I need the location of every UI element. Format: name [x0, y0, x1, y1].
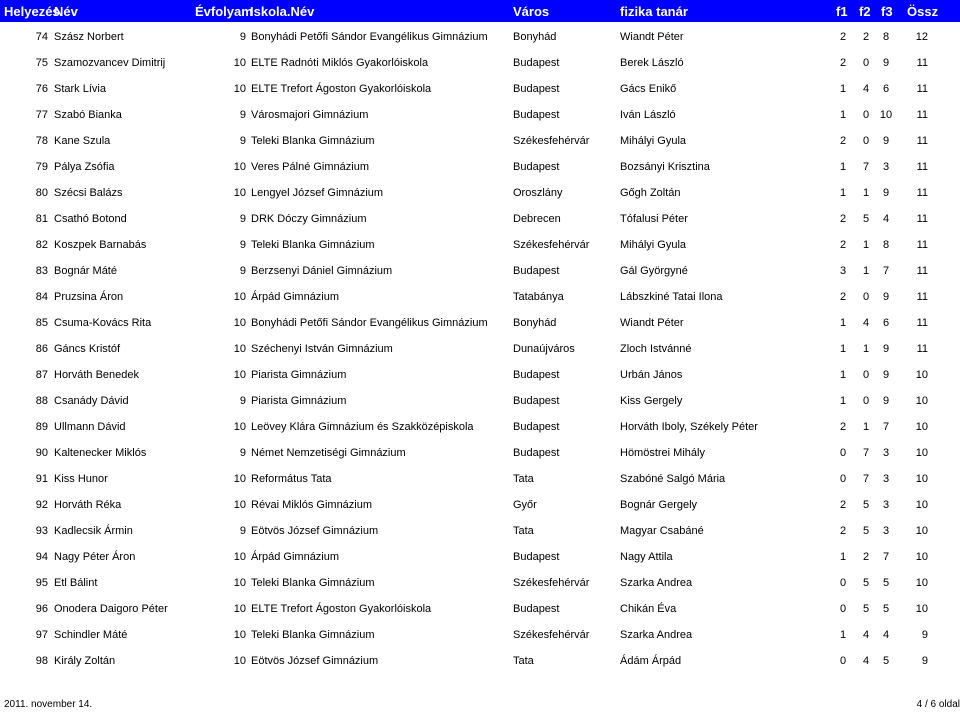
cell-school: Piarista Gimnázium [251, 395, 347, 407]
cell-f2: 5 [862, 577, 870, 589]
cell-f1: 0 [839, 603, 847, 615]
header-ossz: Össz [907, 4, 939, 19]
cell-teacher: Szabóné Salgó Mária [620, 473, 726, 485]
cell-school: Eötvös József Gimnázium [251, 525, 379, 537]
cell-teacher: Chikán Éva [620, 603, 677, 615]
cell-name: Kaltenecker Miklós [54, 447, 147, 459]
cell-total: 10 [915, 473, 928, 485]
table-row [0, 471, 960, 489]
cell-f3: 3 [882, 447, 890, 459]
cell-f2: 0 [862, 109, 870, 121]
cell-f2: 5 [862, 525, 870, 537]
cell-name: Stark Lívia [54, 83, 106, 95]
cell-total: 10 [915, 447, 928, 459]
cell-f1: 2 [839, 239, 847, 251]
cell-teacher: Szarka Andrea [620, 629, 693, 641]
cell-city: Budapest [513, 369, 560, 381]
table-row [0, 315, 960, 333]
cell-f1: 2 [839, 525, 847, 537]
cell-school: Széchenyi István Gimnázium [251, 343, 393, 355]
cell-city: Bonyhád [513, 317, 557, 329]
cell-name: Csanády Dávid [54, 395, 129, 407]
cell-rank: 77 [35, 109, 48, 121]
header-helyezes: Helyezés [4, 4, 60, 19]
cell-grade: 9 [239, 265, 246, 277]
cell-f2: 2 [862, 551, 870, 563]
table-row [0, 133, 960, 151]
header-varos: Város [513, 4, 550, 19]
footer-date: 2011. november 14. [4, 699, 93, 710]
cell-school: Berzsenyi Dániel Gimnázium [251, 265, 393, 277]
table-row [0, 81, 960, 99]
cell-rank: 97 [35, 629, 48, 641]
cell-school: Bonyhádi Petőfi Sándor Evangélikus Gimnázium [251, 317, 488, 329]
cell-total: 10 [915, 525, 928, 537]
cell-f3: 9 [882, 369, 890, 381]
cell-name: Gáncs Kristóf [54, 343, 121, 355]
cell-f2: 0 [862, 57, 870, 69]
cell-grade: 10 [233, 291, 246, 303]
cell-total: 10 [915, 551, 928, 563]
cell-rank: 82 [35, 239, 48, 251]
page-footer [0, 698, 960, 712]
table-row [0, 575, 960, 593]
cell-school: Veres Pálné Gimnázium [251, 161, 369, 173]
table-row [0, 55, 960, 73]
cell-f1: 1 [839, 83, 847, 95]
cell-teacher: Tófalusi Péter [620, 213, 688, 225]
cell-city: Budapest [513, 265, 560, 277]
table-row [0, 29, 960, 47]
cell-rank: 80 [35, 187, 48, 199]
cell-name: Kane Szula [54, 135, 111, 147]
table-row [0, 497, 960, 515]
header-nev: Név [54, 4, 78, 19]
cell-school: Árpád Gimnázium [251, 551, 340, 563]
cell-teacher: Nagy Attila [620, 551, 673, 563]
cell-f1: 1 [839, 551, 847, 563]
cell-grade: 10 [233, 421, 246, 433]
cell-total: 10 [915, 577, 928, 589]
cell-name: Horváth Réka [54, 499, 122, 511]
cell-grade: 9 [239, 109, 246, 121]
cell-school: DRK Dóczy Gimnázium [251, 213, 367, 225]
table-row [0, 237, 960, 255]
cell-total: 10 [915, 369, 928, 381]
cell-grade: 9 [239, 395, 246, 407]
cell-f3: 7 [882, 265, 890, 277]
cell-f2: 1 [862, 421, 870, 433]
header-f2: f2 [859, 4, 871, 19]
cell-total: 10 [915, 395, 928, 407]
cell-grade: 9 [239, 135, 246, 147]
table-row [0, 445, 960, 463]
cell-f1: 1 [839, 109, 847, 121]
table-header [0, 0, 960, 22]
cell-teacher: Lábszkiné Tatai Ilona [620, 291, 723, 303]
cell-teacher: Zloch Istvánné [620, 343, 692, 355]
cell-f3: 10 [879, 109, 893, 121]
cell-teacher: Wiandt Péter [620, 317, 684, 329]
cell-city: Győr [513, 499, 537, 511]
cell-f3: 9 [882, 291, 890, 303]
cell-city: Székesfehérvár [513, 135, 590, 147]
cell-grade: 9 [239, 525, 246, 537]
cell-school: ELTE Radnóti Miklós Gyakorlóiskola [251, 57, 429, 69]
cell-rank: 91 [35, 473, 48, 485]
cell-school: Német Nemzetiségi Gimnázium [251, 447, 406, 459]
cell-city: Budapest [513, 161, 560, 173]
cell-rank: 87 [35, 369, 48, 381]
cell-city: Budapest [513, 83, 560, 95]
cell-name: Nagy Péter Áron [54, 551, 136, 563]
cell-rank: 78 [35, 135, 48, 147]
cell-city: Budapest [513, 109, 560, 121]
cell-f2: 5 [862, 213, 870, 225]
cell-f3: 7 [882, 421, 890, 433]
cell-city: Budapest [513, 395, 560, 407]
cell-teacher: Szarka Andrea [620, 577, 693, 589]
cell-rank: 88 [35, 395, 48, 407]
cell-grade: 10 [233, 603, 246, 615]
cell-total: 11 [916, 291, 928, 303]
cell-f1: 2 [839, 291, 847, 303]
cell-f3: 3 [882, 161, 890, 173]
cell-teacher: Kiss Gergely [620, 395, 683, 407]
cell-teacher: Ádám Árpád [620, 655, 682, 667]
cell-name: Schindler Máté [54, 629, 128, 641]
cell-rank: 81 [35, 213, 48, 225]
cell-f1: 2 [839, 421, 847, 433]
footer-page-number: 4 / 6 oldal [916, 699, 960, 710]
table-row [0, 653, 960, 671]
header-tanar: fizika tanár [620, 4, 688, 19]
cell-rank: 95 [35, 577, 48, 589]
cell-name: Pruzsina Áron [54, 291, 124, 303]
cell-teacher: Bozsányi Krisztina [620, 161, 710, 173]
cell-f3: 3 [882, 473, 890, 485]
cell-name: Csathó Botond [54, 213, 127, 225]
cell-total: 10 [915, 421, 928, 433]
cell-city: Budapest [513, 57, 560, 69]
cell-teacher: Mihályi Gyula [620, 239, 687, 251]
cell-name: Ullmann Dávid [54, 421, 126, 433]
cell-f2: 1 [862, 343, 870, 355]
cell-f1: 1 [839, 317, 847, 329]
cell-f3: 4 [882, 213, 890, 225]
table-row [0, 263, 960, 281]
cell-school: Városmajori Gimnázium [251, 109, 369, 121]
cell-school: Bonyhádi Petőfi Sándor Evangélikus Gimnázium [251, 31, 488, 43]
table-row [0, 185, 960, 203]
cell-grade: 10 [233, 473, 246, 485]
cell-f2: 4 [862, 83, 870, 95]
cell-total: 11 [916, 187, 928, 199]
cell-grade: 9 [239, 239, 246, 251]
cell-school: ELTE Trefort Ágoston Gyakorlóiskola [251, 603, 432, 615]
cell-f1: 2 [839, 135, 847, 147]
cell-total: 11 [916, 161, 928, 173]
cell-total: 12 [915, 31, 928, 43]
cell-grade: 10 [233, 499, 246, 511]
cell-f1: 2 [839, 499, 847, 511]
cell-school: ELTE Trefort Ágoston Gyakorlóiskola [251, 83, 432, 95]
cell-f2: 4 [862, 655, 870, 667]
cell-grade: 9 [239, 447, 246, 459]
cell-f3: 7 [882, 551, 890, 563]
cell-total: 11 [916, 343, 928, 355]
cell-f2: 7 [862, 447, 870, 459]
cell-name: Onodera Daigoro Péter [54, 603, 168, 615]
cell-name: Király Zoltán [54, 655, 116, 667]
cell-rank: 89 [35, 421, 48, 433]
cell-city: Székesfehérvár [513, 239, 590, 251]
cell-total: 9 [921, 629, 928, 641]
cell-f1: 1 [839, 343, 847, 355]
cell-f1: 1 [839, 395, 847, 407]
cell-total: 11 [916, 57, 928, 69]
table-row [0, 289, 960, 307]
cell-f2: 7 [862, 161, 870, 173]
cell-rank: 93 [35, 525, 48, 537]
table-row [0, 367, 960, 385]
table-row [0, 523, 960, 541]
cell-name: Szabó Bianka [54, 109, 122, 121]
cell-f3: 8 [882, 239, 890, 251]
cell-total: 11 [916, 239, 928, 251]
cell-school: Teleki Blanka Gimnázium [251, 577, 375, 589]
cell-f2: 5 [862, 603, 870, 615]
cell-f1: 0 [839, 655, 847, 667]
cell-f1: 3 [839, 265, 847, 277]
header-f3: f3 [881, 4, 893, 19]
cell-grade: 10 [233, 655, 246, 667]
cell-f3: 5 [882, 603, 890, 615]
table-row [0, 419, 960, 437]
cell-f1: 1 [839, 187, 847, 199]
cell-name: Bognár Máté [54, 265, 117, 277]
cell-total: 10 [915, 603, 928, 615]
cell-teacher: Gál Györgyné [620, 265, 688, 277]
cell-total: 11 [916, 213, 928, 225]
table-row [0, 549, 960, 567]
cell-f2: 1 [862, 187, 870, 199]
cell-f1: 1 [839, 161, 847, 173]
cell-name: Csuma-Kovács Rita [54, 317, 152, 329]
cell-rank: 74 [35, 31, 48, 43]
header-iskola: Iskola.Név [250, 4, 315, 19]
cell-f3: 3 [882, 499, 890, 511]
cell-f1: 0 [839, 577, 847, 589]
cell-teacher: Urbán János [620, 369, 683, 381]
cell-f2: 1 [862, 239, 870, 251]
cell-f1: 2 [839, 57, 847, 69]
cell-city: Bonyhád [513, 31, 557, 43]
cell-school: Lengyel József Gimnázium [251, 187, 384, 199]
cell-f3: 3 [882, 525, 890, 537]
cell-teacher: Bognár Gergely [620, 499, 698, 511]
table-row [0, 107, 960, 125]
cell-grade: 10 [233, 187, 246, 199]
cell-school: Teleki Blanka Gimnázium [251, 135, 375, 147]
cell-f2: 4 [862, 317, 870, 329]
cell-f2: 0 [862, 395, 870, 407]
cell-rank: 96 [35, 603, 48, 615]
cell-grade: 10 [233, 343, 246, 355]
cell-school: Teleki Blanka Gimnázium [251, 239, 375, 251]
cell-teacher: Wiandt Péter [620, 31, 684, 43]
cell-f3: 5 [882, 655, 890, 667]
cell-f3: 4 [882, 629, 890, 641]
header-f1: f1 [836, 4, 848, 19]
cell-city: Tata [513, 525, 534, 537]
cell-school: Révai Miklós Gimnázium [251, 499, 373, 511]
cell-total: 11 [916, 265, 928, 277]
cell-rank: 86 [35, 343, 48, 355]
cell-f2: 4 [862, 629, 870, 641]
cell-school: Árpád Gimnázium [251, 291, 340, 303]
cell-city: Debrecen [513, 213, 561, 225]
cell-total: 11 [916, 83, 928, 95]
cell-name: Szécsi Balázs [54, 187, 123, 199]
cell-teacher: Gács Enikő [620, 83, 677, 95]
cell-f2: 5 [862, 499, 870, 511]
cell-f2: 0 [862, 369, 870, 381]
cell-f1: 2 [839, 213, 847, 225]
cell-school: Teleki Blanka Gimnázium [251, 629, 375, 641]
cell-grade: 9 [239, 31, 246, 43]
cell-city: Székesfehérvár [513, 629, 590, 641]
cell-city: Budapest [513, 421, 560, 433]
cell-rank: 75 [35, 57, 48, 69]
cell-teacher: Berek László [620, 57, 684, 69]
cell-f3: 5 [882, 577, 890, 589]
cell-f3: 9 [882, 135, 890, 147]
cell-name: Pálya Zsófia [54, 161, 115, 173]
cell-f1: 1 [839, 369, 847, 381]
cell-total: 11 [916, 317, 928, 329]
cell-f3: 8 [882, 31, 890, 43]
cell-grade: 10 [233, 577, 246, 589]
cell-f3: 9 [882, 57, 890, 69]
cell-school: Piarista Gimnázium [251, 369, 347, 381]
cell-name: Horváth Benedek [54, 369, 139, 381]
cell-teacher: Gőgh Zoltán [620, 187, 681, 199]
cell-f1: 0 [839, 473, 847, 485]
cell-teacher: Mihályi Gyula [620, 135, 687, 147]
table-row [0, 393, 960, 411]
cell-grade: 10 [233, 57, 246, 69]
table-row [0, 341, 960, 359]
cell-grade: 10 [233, 161, 246, 173]
cell-city: Tatabánya [513, 291, 564, 303]
cell-grade: 10 [233, 369, 246, 381]
cell-name: Kadlecsik Ármin [54, 525, 133, 537]
cell-city: Tata [513, 473, 534, 485]
cell-rank: 90 [35, 447, 48, 459]
cell-f2: 0 [862, 291, 870, 303]
cell-teacher: Horváth Iboly, Székely Péter [620, 421, 758, 433]
cell-rank: 98 [35, 655, 48, 667]
cell-rank: 92 [35, 499, 48, 511]
cell-total: 9 [921, 655, 928, 667]
cell-f2: 7 [862, 473, 870, 485]
cell-name: Kiss Hunor [54, 473, 108, 485]
cell-city: Székesfehérvár [513, 577, 590, 589]
cell-city: Tata [513, 655, 534, 667]
cell-f3: 6 [882, 83, 890, 95]
table-row [0, 627, 960, 645]
cell-school: Leövey Klára Gimnázium és Szakközépiskola [251, 421, 474, 433]
cell-rank: 83 [35, 265, 48, 277]
cell-f1: 1 [839, 629, 847, 641]
cell-grade: 10 [233, 551, 246, 563]
cell-f1: 2 [839, 31, 847, 43]
cell-rank: 79 [35, 161, 48, 173]
cell-school: Református Tata [251, 473, 332, 485]
cell-grade: 10 [233, 317, 246, 329]
cell-teacher: Magyar Csabáné [620, 525, 704, 537]
cell-f2: 0 [862, 135, 870, 147]
cell-name: Koszpek Barnabás [54, 239, 147, 251]
cell-f3: 6 [882, 317, 890, 329]
cell-grade: 10 [233, 629, 246, 641]
cell-grade: 9 [239, 213, 246, 225]
cell-total: 11 [916, 109, 928, 121]
table-row [0, 211, 960, 229]
cell-city: Budapest [513, 447, 560, 459]
cell-f3: 9 [882, 395, 890, 407]
cell-f3: 9 [882, 343, 890, 355]
cell-teacher: Hömöstrei Mihály [620, 447, 705, 459]
cell-grade: 10 [233, 83, 246, 95]
cell-rank: 94 [35, 551, 48, 563]
cell-rank: 84 [35, 291, 48, 303]
cell-f2: 2 [862, 31, 870, 43]
table-row [0, 159, 960, 177]
cell-name: Szamozvancev Dimitrij [54, 57, 166, 69]
cell-city: Budapest [513, 603, 560, 615]
cell-school: Eötvös József Gimnázium [251, 655, 379, 667]
cell-city: Dunaújváros [513, 343, 575, 355]
header-evfolyam: Évfolyam [195, 4, 253, 19]
cell-f3: 9 [882, 187, 890, 199]
table-row [0, 601, 960, 619]
cell-city: Oroszlány [513, 187, 563, 199]
cell-f1: 0 [839, 447, 847, 459]
cell-f2: 1 [862, 265, 870, 277]
cell-name: Szász Norbert [54, 31, 124, 43]
cell-rank: 85 [35, 317, 48, 329]
cell-name: Etl Bálint [54, 577, 98, 589]
cell-total: 11 [916, 135, 928, 147]
cell-city: Budapest [513, 551, 560, 563]
cell-rank: 76 [35, 83, 48, 95]
cell-total: 10 [915, 499, 928, 511]
cell-teacher: Iván László [620, 109, 676, 121]
